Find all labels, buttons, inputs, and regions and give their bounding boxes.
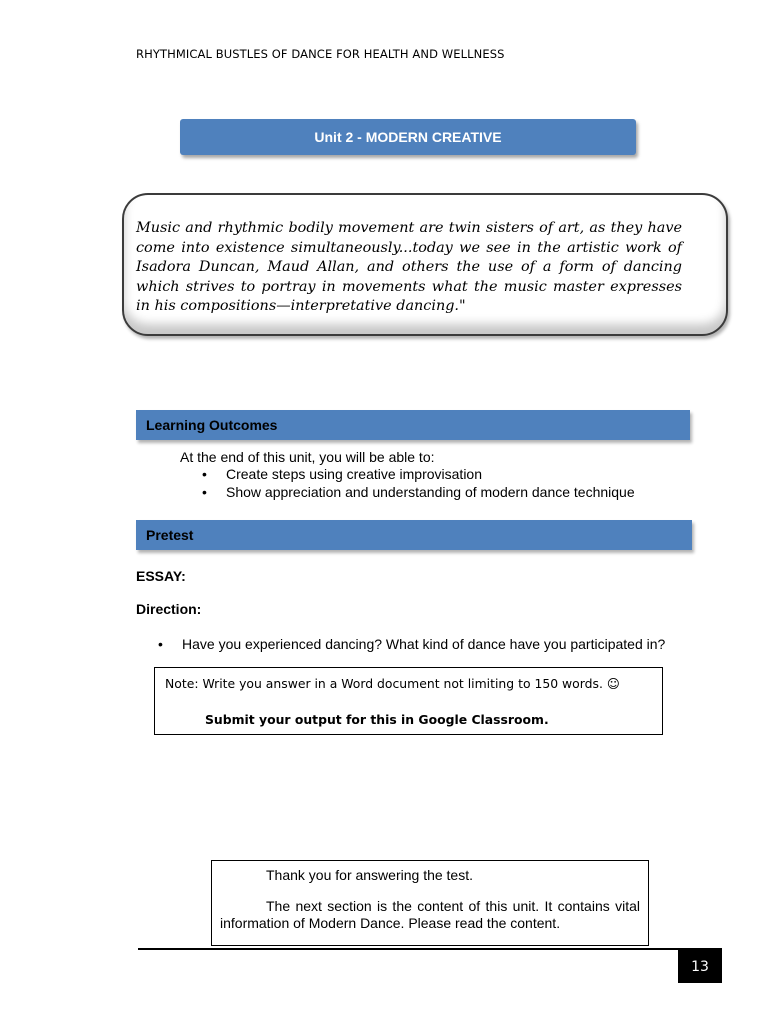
learning-outcomes-heading bbox=[136, 410, 690, 440]
quote-box bbox=[122, 193, 728, 336]
closing-box bbox=[211, 860, 649, 946]
submit-instruction: Submit your output for this in Google Classroom. bbox=[205, 712, 549, 727]
next-section-text: The next section is the content of this unit. It contains vital information of Modern Dance. Please read the content. bbox=[220, 898, 640, 931]
quote-text: Music and rhythmic bodily movement are twin sisters of art, as they have come into existence simultaneously...today we see in the artistic work of Isadora Duncan, Maud Allan, and others the use of a form of dancing which strives to portray in movements what the music master expresses in his compositions—interpretative dancing." bbox=[136, 220, 682, 315]
thanks-text: Thank you for answering the test. bbox=[266, 867, 473, 883]
note-text: Note: Write you answer in a Word document not limiting to 150 words. ☺ bbox=[165, 676, 620, 691]
note-box bbox=[154, 667, 663, 735]
outcomes-intro: At the end of this unit, you will be able to: bbox=[180, 449, 435, 465]
learning-outcomes-label: Learning Outcomes bbox=[146, 417, 278, 433]
unit-title: Unit 2 - MODERN CREATIVE bbox=[314, 129, 502, 145]
running-header: RHYTHMICAL BUSTLES OF DANCE FOR HEALTH AND WELLNESS bbox=[136, 47, 505, 61]
essay-question: • Have you experienced dancing? What kind of dance have you participated in? bbox=[156, 636, 665, 652]
pretest-label: Pretest bbox=[146, 527, 194, 543]
essay-label: ESSAY: bbox=[136, 568, 186, 584]
page-number-text: 13 bbox=[691, 958, 709, 975]
pretest-heading bbox=[136, 520, 692, 550]
page-number bbox=[678, 950, 722, 983]
direction-label: Direction: bbox=[136, 601, 202, 617]
footer-divider bbox=[138, 948, 722, 950]
list-item: • Create steps using creative improvisation bbox=[200, 465, 635, 483]
outcomes-list bbox=[200, 465, 635, 501]
unit-title-banner bbox=[180, 119, 636, 155]
list-item: • Show appreciation and understanding of modern dance technique bbox=[200, 483, 635, 501]
